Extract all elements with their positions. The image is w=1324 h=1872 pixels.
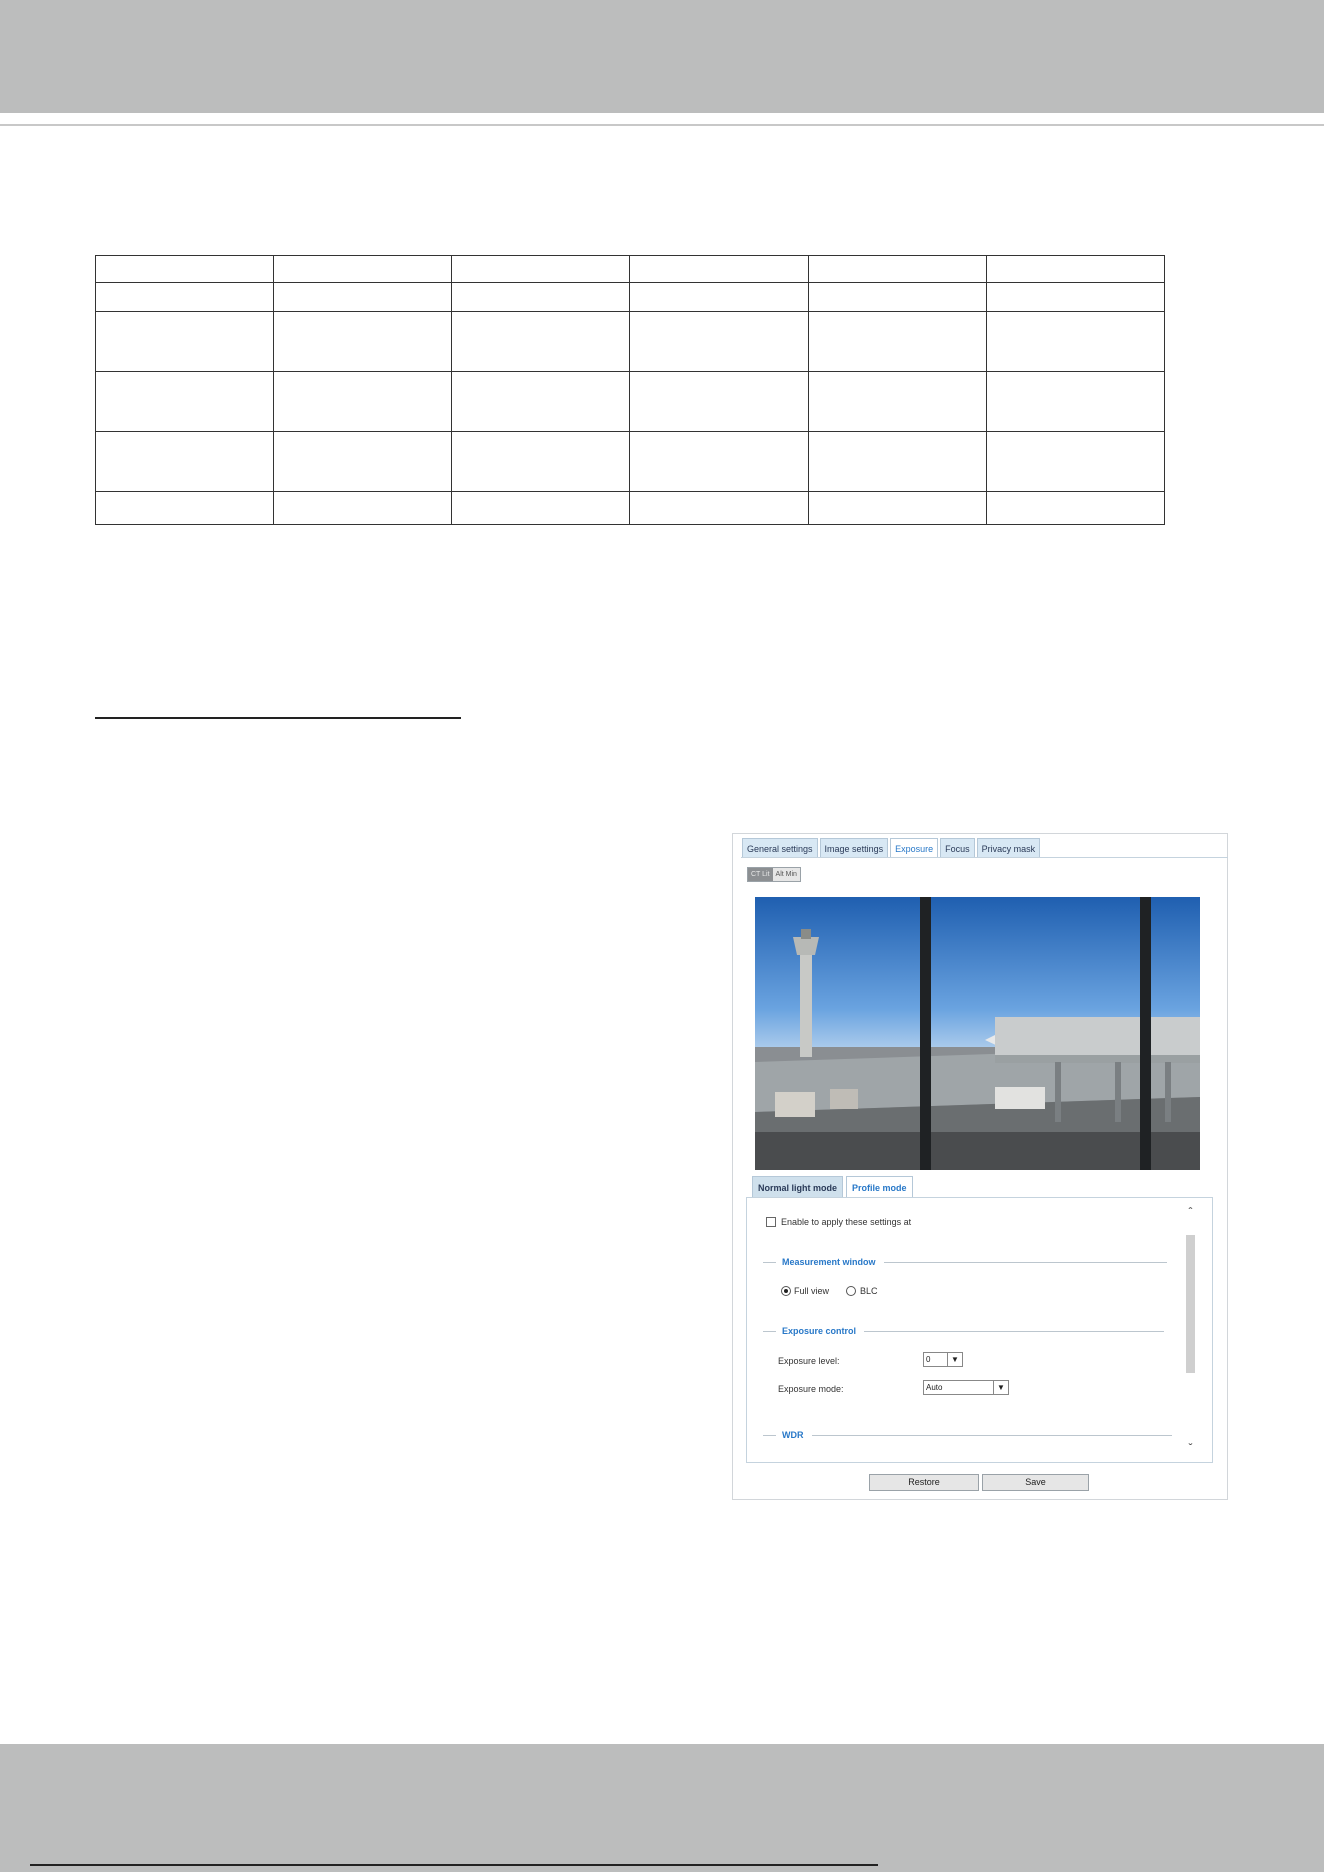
header-divider xyxy=(0,124,1324,126)
stream-toggle xyxy=(747,867,801,882)
table-cell xyxy=(808,256,986,283)
blc-label: BLC xyxy=(860,1286,878,1296)
table-cell xyxy=(96,372,274,432)
table-cell xyxy=(986,283,1164,312)
table-cell xyxy=(808,312,986,372)
exposure-mode-select[interactable] xyxy=(923,1380,1009,1395)
table-cell xyxy=(808,283,986,312)
header-band xyxy=(0,0,1324,113)
table-cell xyxy=(452,372,630,432)
stream-option[interactable]: CT Lit xyxy=(748,868,773,881)
section-title: Measurement window xyxy=(782,1257,876,1267)
table-row xyxy=(96,492,1165,525)
wdr-section xyxy=(763,1429,1172,1441)
table-cell xyxy=(274,283,452,312)
enable-profile-label: Enable to apply these settings at xyxy=(781,1217,912,1227)
table-cell xyxy=(274,256,452,283)
table-row xyxy=(96,256,1165,283)
spec-table xyxy=(95,255,1165,525)
enable-profile-checkbox[interactable] xyxy=(766,1217,776,1227)
table-cell xyxy=(452,492,630,525)
section-line xyxy=(812,1435,1172,1436)
chevron-down-icon: ▼ xyxy=(947,1353,962,1366)
exposure-level-value: 0 xyxy=(926,1355,931,1364)
scrollbar-thumb[interactable] xyxy=(1186,1235,1195,1373)
section-dash xyxy=(763,1262,776,1263)
exposure-mode-label: Exposure mode: xyxy=(778,1384,844,1394)
chevron-down-icon: ▼ xyxy=(993,1381,1008,1394)
tab-normal-light-mode[interactable]: Normal light mode xyxy=(752,1176,843,1198)
table-cell xyxy=(96,256,274,283)
table-cell xyxy=(452,432,630,492)
full-view-label: Full view xyxy=(794,1286,830,1296)
exposure-level-label: Exposure level: xyxy=(778,1356,840,1366)
blc-radio[interactable] xyxy=(846,1286,856,1296)
table-cell xyxy=(808,492,986,525)
section-dash xyxy=(763,1331,776,1332)
table-cell xyxy=(630,283,808,312)
table-cell xyxy=(630,312,808,372)
table-row xyxy=(96,312,1165,372)
tab-general-settings[interactable]: General settings xyxy=(742,838,818,858)
table-cell xyxy=(452,283,630,312)
camera-preview-icon xyxy=(755,897,1200,1170)
restore-button[interactable]: Restore xyxy=(869,1474,979,1491)
table-cell xyxy=(274,372,452,432)
table-cell xyxy=(986,256,1164,283)
table-cell xyxy=(986,432,1164,492)
section-title: Exposure control xyxy=(782,1326,857,1336)
table-cell xyxy=(808,432,986,492)
exposure-control-section xyxy=(763,1325,1164,1337)
table-cell xyxy=(274,432,452,492)
measurement-window-section xyxy=(763,1256,1167,1268)
save-button[interactable]: Save xyxy=(982,1474,1089,1491)
settings-tabs xyxy=(742,838,1040,858)
camera-live-view xyxy=(755,897,1200,1170)
tab-image-settings[interactable]: Image settings xyxy=(820,838,889,858)
section-line xyxy=(884,1262,1167,1263)
table-cell xyxy=(96,283,274,312)
table-cell xyxy=(452,312,630,372)
table-cell xyxy=(630,432,808,492)
tab-privacy-mask[interactable]: Privacy mask xyxy=(977,838,1041,858)
table-cell xyxy=(96,312,274,372)
table-row xyxy=(96,283,1165,312)
chevron-up-icon[interactable]: ˆ xyxy=(1188,1205,1193,1219)
footer-band xyxy=(0,1744,1324,1872)
table-cell xyxy=(274,312,452,372)
tab-exposure[interactable]: Exposure xyxy=(890,838,938,858)
section-title: WDR xyxy=(782,1430,804,1440)
table-cell xyxy=(808,372,986,432)
section-heading-underline xyxy=(95,717,461,719)
table-cell xyxy=(630,372,808,432)
table-cell xyxy=(452,256,630,283)
section-dash xyxy=(763,1435,776,1436)
settings-scrollbar[interactable] xyxy=(1184,1205,1197,1455)
table-cell xyxy=(96,432,274,492)
table-row xyxy=(96,372,1165,432)
stream-option[interactable]: Alt Min xyxy=(773,868,800,881)
exposure-level-select[interactable] xyxy=(923,1352,963,1367)
full-view-radio[interactable] xyxy=(781,1286,791,1296)
exposure-mode-value: Auto xyxy=(926,1383,943,1392)
table-cell xyxy=(986,372,1164,432)
tab-profile-mode[interactable]: Profile mode xyxy=(846,1176,913,1198)
footer-rule xyxy=(30,1864,878,1866)
table-cell xyxy=(274,492,452,525)
table-cell xyxy=(986,312,1164,372)
light-mode-tabs xyxy=(752,1176,913,1198)
chevron-down-icon[interactable]: ˇ xyxy=(1188,1441,1193,1455)
table-cell xyxy=(630,256,808,283)
table-row xyxy=(96,432,1165,492)
table-cell xyxy=(630,492,808,525)
section-line xyxy=(864,1331,1164,1332)
table-cell xyxy=(986,492,1164,525)
tab-focus[interactable]: Focus xyxy=(940,838,975,858)
table-cell xyxy=(96,492,274,525)
